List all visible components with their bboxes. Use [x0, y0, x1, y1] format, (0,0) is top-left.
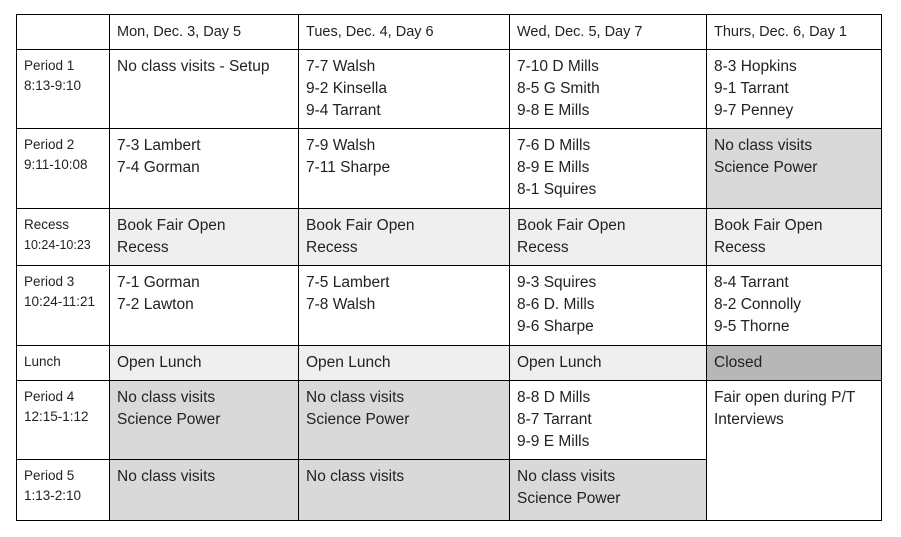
period-time: 12:15-1:12: [24, 409, 89, 424]
cell-line: 7-3 Lambert: [117, 137, 201, 154]
cell-line: 8-9 E Mills: [517, 159, 590, 176]
cell-line: 7-5 Lambert: [306, 274, 390, 291]
cell-line: 7-8 Walsh: [306, 296, 376, 313]
cell-line: 9-7 Penney: [714, 102, 794, 119]
cell-line: 7-10 D Mills: [517, 58, 599, 75]
cell-p2-wed: [510, 129, 707, 209]
cell-line: Recess: [714, 239, 766, 256]
cell-line: Recess: [517, 239, 569, 256]
period-time: 10:24-10:23: [24, 238, 91, 252]
cell-line: Open Lunch: [306, 354, 391, 371]
cell-line: 9-5 Thorne: [714, 318, 790, 335]
period-name: Period 3: [24, 274, 75, 289]
cell-line: 7-11 Sharpe: [306, 159, 391, 176]
recess-label: [17, 209, 110, 266]
cell-line: 8-7 Tarrant: [517, 411, 592, 428]
cell-p5-tue: [299, 460, 510, 521]
cell-line: 7-7 Walsh: [306, 58, 376, 75]
cell-p4-mon: [110, 381, 299, 460]
period-name: Period 5: [24, 468, 75, 483]
cell-line: Fair open during P/T: [714, 389, 856, 406]
period-name: Recess: [24, 217, 70, 232]
cell-p2-thu: [707, 129, 882, 209]
cell-recess-mon: [110, 209, 299, 266]
cell-line: 8-2 Connolly: [714, 296, 802, 313]
schedule-table: [16, 14, 882, 521]
cell-line: Book Fair Open: [517, 217, 626, 234]
cell-line: No class visits: [306, 468, 405, 485]
cell-recess-thu: [707, 209, 882, 266]
period-4-label: [17, 381, 110, 460]
row-period-1: [17, 50, 882, 129]
period-3-label: [17, 266, 110, 346]
cell-p4-tue: [299, 381, 510, 460]
cell-p5-wed: [510, 460, 707, 521]
cell-p3-thu: [707, 266, 882, 346]
cell-recess-tue: [299, 209, 510, 266]
header-row: [17, 15, 882, 50]
cell-line: 7-4 Gorman: [117, 159, 200, 176]
cell-p4-wed: [510, 381, 707, 460]
period-name: Lunch: [24, 354, 61, 369]
cell-line: 8-6 D. Mills: [517, 296, 595, 313]
header-thu: Thurs, Dec. 6, Day 1: [707, 15, 882, 50]
row-period-4: [17, 381, 882, 460]
cell-line: Closed: [714, 354, 763, 371]
cell-line: Science Power: [306, 411, 410, 428]
cell-line: Recess: [117, 239, 169, 256]
cell-line: No class visits: [117, 468, 216, 485]
cell-line: 9-9 E Mills: [517, 433, 590, 450]
period-time: 10:24-11:21: [24, 294, 96, 309]
cell-line: 7-6 D Mills: [517, 137, 591, 154]
cell-line: Science Power: [714, 159, 818, 176]
period-name: Period 1: [24, 58, 75, 73]
cell-line: 9-3 Squires: [517, 274, 597, 291]
cell-p1-tue: [299, 50, 510, 129]
cell-line: Book Fair Open: [714, 217, 823, 234]
cell-line: 9-4 Tarrant: [306, 102, 381, 119]
cell-line: Book Fair Open: [306, 217, 415, 234]
cell-line: No class visits: [306, 389, 405, 406]
cell-line: 8-8 D Mills: [517, 389, 591, 406]
cell-p1-thu: [707, 50, 882, 129]
cell-p5-mon: [110, 460, 299, 521]
cell-line: No class visits: [714, 137, 813, 154]
cell-line: 8-4 Tarrant: [714, 274, 789, 291]
cell-lunch-tue: [299, 346, 510, 381]
corner-cell: [17, 15, 110, 50]
header-wed: Wed, Dec. 5, Day 7: [510, 15, 707, 50]
cell-line: Recess: [306, 239, 358, 256]
cell-line: 7-1 Gorman: [117, 274, 200, 291]
header-mon: Mon, Dec. 3, Day 5: [110, 15, 299, 50]
cell-line: Book Fair Open: [117, 217, 226, 234]
cell-p2-mon: [110, 129, 299, 209]
row-recess: [17, 209, 882, 266]
cell-line: Open Lunch: [517, 354, 602, 371]
cell-line: 8-1 Squires: [517, 181, 597, 198]
cell-line: Open Lunch: [117, 354, 202, 371]
cell-lunch-mon: [110, 346, 299, 381]
period-name: Period 4: [24, 389, 75, 404]
period-2-label: [17, 129, 110, 209]
cell-lunch-wed: [510, 346, 707, 381]
row-lunch: [17, 346, 882, 381]
period-5-label: [17, 460, 110, 521]
cell-line: 9-2 Kinsella: [306, 80, 387, 97]
row-period-2: [17, 129, 882, 209]
cell-line: No class visits - Setup: [117, 58, 270, 75]
cell-line: 7-2 Lawton: [117, 296, 194, 313]
cell-line: Interviews: [714, 411, 784, 428]
period-time: 9:11-10:08: [24, 157, 88, 172]
cell-line: 9-8 E Mills: [517, 102, 590, 119]
cell-p3-wed: [510, 266, 707, 346]
cell-line: Science Power: [517, 490, 621, 507]
cell-line: 8-5 G Smith: [517, 80, 600, 97]
cell-recess-wed: [510, 209, 707, 266]
cell-p1-mon: [110, 50, 299, 129]
cell-line: 9-1 Tarrant: [714, 80, 789, 97]
cell-p2-tue: [299, 129, 510, 209]
cell-p4-p5-thu: [707, 381, 882, 521]
cell-line: 8-3 Hopkins: [714, 58, 797, 75]
cell-line: No class visits: [117, 389, 216, 406]
header-tue: Tues, Dec. 4, Day 6: [299, 15, 510, 50]
period-1-label: [17, 50, 110, 129]
cell-line: Science Power: [117, 411, 221, 428]
cell-line: No class visits: [517, 468, 616, 485]
lunch-label: [17, 346, 110, 381]
cell-line: 7-9 Walsh: [306, 137, 376, 154]
period-name: Period 2: [24, 137, 75, 152]
cell-p3-mon: [110, 266, 299, 346]
cell-p3-tue: [299, 266, 510, 346]
cell-lunch-thu: [707, 346, 882, 381]
cell-line: 9-6 Sharpe: [517, 318, 594, 335]
row-period-3: [17, 266, 882, 346]
period-time: 8:13-9:10: [24, 78, 82, 93]
cell-p1-wed: [510, 50, 707, 129]
period-time: 1:13-2:10: [24, 488, 82, 503]
